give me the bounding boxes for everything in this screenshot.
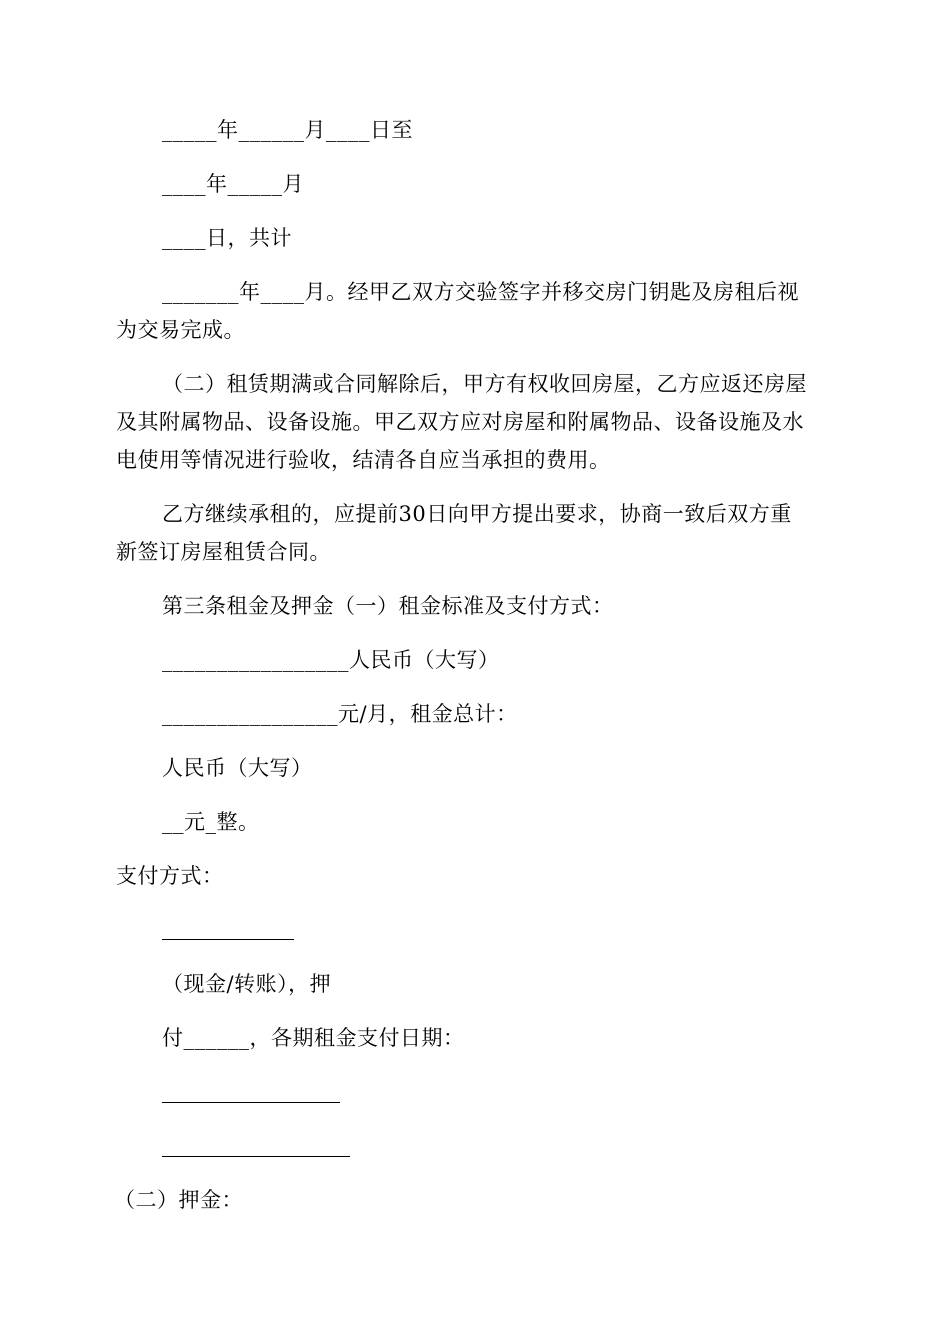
text-line-rent-rmb: _________________人民币（大写） bbox=[162, 648, 500, 672]
text-line-term-end-year-month: ____年_____月 bbox=[162, 172, 304, 196]
text-line-payment-dates: 付______，各期租金支付日期： bbox=[162, 1026, 465, 1050]
text-line-clause-2-1: （二）租赁期满或合同解除后，甲方有权收回房屋，乙方应返还房屋 bbox=[162, 372, 807, 396]
text-line-rent-per-month: ________________元/月，租金总计： bbox=[162, 702, 518, 726]
text-line-cash-transfer: （现金/转账），押 bbox=[162, 972, 332, 996]
text-line-rmb-capital: 人民币（大写） bbox=[162, 756, 313, 780]
text-line-renewal-2: 新签订房屋租赁合同。 bbox=[116, 540, 331, 564]
text-line-payment-method: 支付方式： bbox=[116, 864, 224, 888]
text-line-clause-2-3: 电使用等情况进行验收，结清各自应当承担的费用。 bbox=[116, 448, 611, 472]
text-line-article-3-heading: 第三条租金及押金（一）租金标准及支付方式： bbox=[162, 594, 614, 618]
text-line-term-end-day-total: ____日，共计 bbox=[162, 226, 292, 250]
blank-rule-payment-date-1 bbox=[162, 1102, 340, 1103]
text-line-yuan-total: __元_整。 bbox=[162, 810, 260, 834]
text-line-clause-2-2: 及其附属物品、设备设施。甲乙双方应对房屋和附属物品、设备设施及水 bbox=[116, 410, 804, 434]
text-line-term-total-cont: 为交易完成。 bbox=[116, 318, 245, 342]
blank-rule-payment-method bbox=[162, 939, 294, 940]
text-line-renewal-1: 乙方继续承租的，应提前30日向甲方提出要求，协商一致后双方重 bbox=[162, 502, 792, 526]
text-line-term-start: _____年______月____日至 bbox=[162, 118, 413, 142]
text-line-term-total: _______年____月。经甲乙双方交验签字并移交房门钥匙及房租后视 bbox=[162, 280, 799, 304]
blank-rule-payment-date-2 bbox=[162, 1156, 350, 1157]
text-line-deposit-heading: （二）押金： bbox=[114, 1188, 243, 1212]
